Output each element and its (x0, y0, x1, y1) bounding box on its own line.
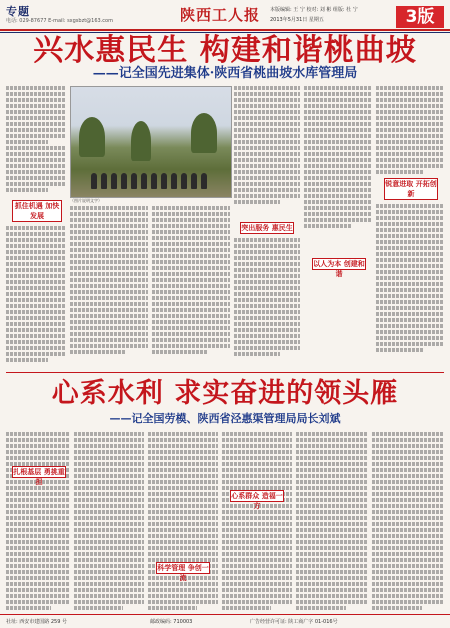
article1-subhead-2: 突出服务 惠民生 (241, 224, 293, 232)
footer-postcode: 邮政编码: 710003 (150, 619, 193, 625)
header-rule (0, 29, 450, 31)
article1-column-4b (234, 238, 300, 368)
article2-column-3 (148, 432, 218, 612)
footer-address: 社址: 西安市建国路 259 号 (6, 619, 67, 625)
article2-column-6 (372, 432, 444, 612)
article1-subhead-3: 以人为本 创建和谐 (313, 260, 365, 278)
article1-subheadline: ——记全国先进集体·陕西省桃曲坡水库管理局 (92, 66, 358, 81)
article2-subhead-2: 科学管理 争创一流 (157, 564, 209, 582)
article2-column-4 (222, 432, 292, 612)
article2-subhead-3: 心系群众 造福一方 (231, 492, 283, 510)
page-number-badge: 3版 (396, 6, 444, 28)
article2-column-1 (6, 432, 70, 612)
photo-caption: （图片说明文字） (70, 198, 102, 203)
article1-subhead-4: 锐意进取 开拓创新 (385, 180, 437, 198)
article1-column-5 (304, 86, 372, 368)
editor-credits: 本版编辑: 王 宁 校对: 刘 彬 组版: 杜 宁 (270, 7, 358, 13)
article2-column-5 (296, 432, 368, 612)
group-photo (70, 86, 232, 198)
article2-subhead-1: 扎根基层 勇挑重担 (13, 468, 65, 486)
article1-headline: 兴水惠民生 构建和谐桃曲坡 (33, 33, 417, 68)
section-title: 专题 (6, 5, 30, 18)
section-divider (6, 372, 444, 373)
article1-column-6b (376, 204, 444, 368)
article2-column-2 (74, 432, 144, 612)
article2-subheadline: ——记全国劳模、陕西省泾惠渠管理局局长刘斌 (109, 412, 341, 425)
page-footer (0, 614, 450, 628)
issue-date: 2013年5月31日 星期五 (270, 17, 324, 23)
footer-license: 广告经营许可证: 陕工商广字 01-016号 (250, 619, 338, 625)
article2-headline: 心系水利 求实奋进的领头雁 (51, 378, 399, 409)
article1-subhead-1: 抓住机遇 加快发展 (12, 200, 62, 222)
article1-column-1b (6, 226, 66, 366)
section-contact: 电话: 029-87677 E-mail: sxgsbzt@163.com (6, 18, 113, 24)
newspaper-masthead: 陕西工人报 (180, 6, 261, 24)
article1-column-3 (152, 206, 230, 368)
page-header (0, 0, 450, 30)
article1-column-2 (70, 206, 148, 368)
